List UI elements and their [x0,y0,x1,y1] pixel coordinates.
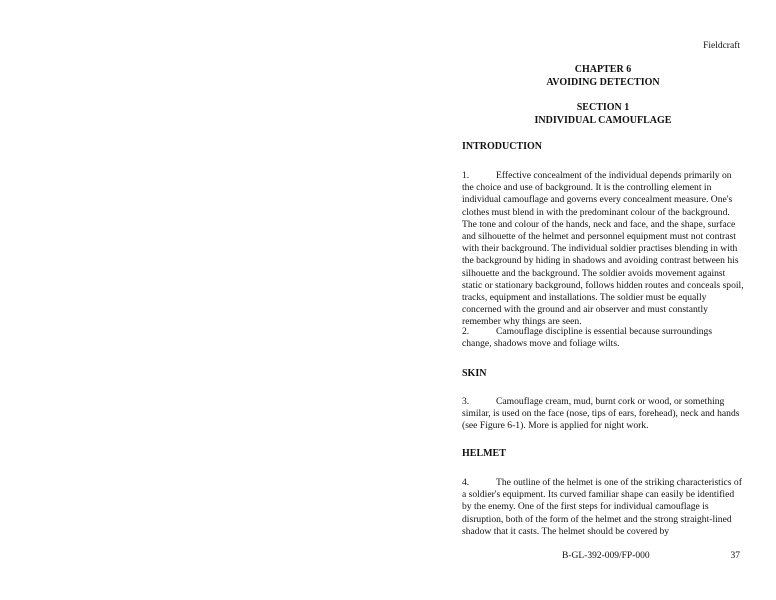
paragraph-number: 4. [462,477,470,488]
paragraph-number: 3. [462,396,470,407]
running-head: Fieldcraft [703,41,740,51]
intro-heading: INTRODUCTION [462,141,543,152]
page-number: 37 [730,551,740,561]
paragraph-1 [462,170,744,329]
section-title: INDIVIDUAL CAMOUFLAGE [534,114,672,126]
paragraph-4 [462,477,744,538]
document-code: B-GL-392-009/FP-000 [562,551,650,561]
section-label: SECTION 1 [576,102,630,113]
paragraph-number: 2. [462,326,470,337]
paragraph-text: The outline of the helmet is one of the striking characteristics of a soldier's equipment. Its curved familiar shape can easily be identified by the enemy. One of the first steps for individual camouflage is disruption, both of the form of the helmet and the strong straight-lined shadow that it casts. The helmet should be covered by [462,477,742,537]
section-heading [462,102,744,127]
chapter-heading [462,64,744,89]
skin-heading: SKIN [462,368,487,379]
paragraph-3 [462,396,744,433]
paragraph-text: Effective concealment of the individual depends primarily on the choice and use of background. It is the controlling element in individual camouflage and governs every concealment measure. One's clothes must blend in with the predominant colour of the background. The tone and colour of the hands, neck and face, and the shape, surface and silhouette of the helmet and personnel equipment must not contrast with their background. The individual soldier practises blending in with the background by hiding in shadows and avoiding contrast between his silhouette and the background. The soldier avoids movement against static or stationary background, follows hidden routes and conceals spoil, tracks, equipment and installations. The soldier must be equally concerned with the ground and air observer and must constantly remember why things are seen. [462,170,744,328]
paragraph-2 [462,326,744,350]
chapter-label: CHAPTER 6 [574,64,632,75]
paragraph-text: Camouflage discipline is essential because surroundings change, shadows move and foliage wilts. [462,326,713,350]
chapter-title: AVOIDING DETECTION [546,76,660,88]
paragraph-number: 1. [462,170,470,181]
paragraph-text: Camouflage cream, mud, burnt cork or wood, or something similar, is used on the face (nose, tips of ears, forehead), neck and hands (see Figure 6-1). More is applied for night work. [462,396,740,432]
helmet-heading: HELMET [462,448,506,459]
